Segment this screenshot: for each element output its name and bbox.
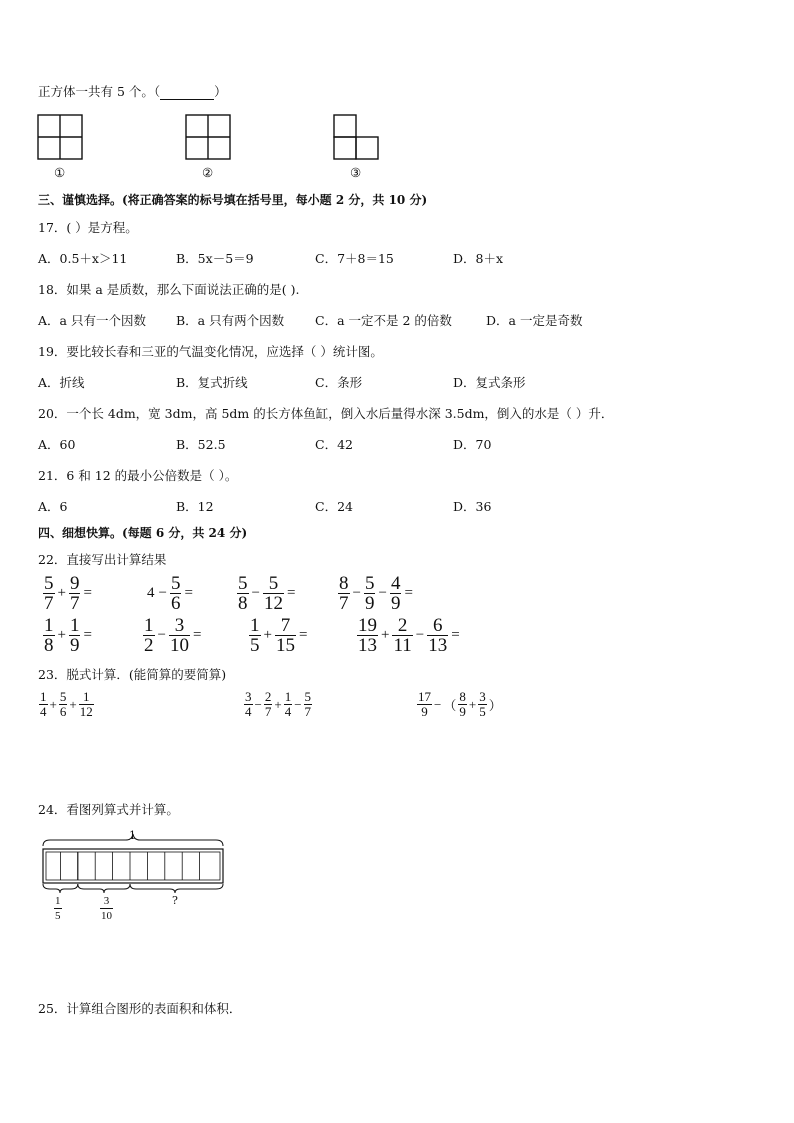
q24-unknown-label: ? — [172, 894, 178, 907]
math-operator: − — [157, 627, 166, 643]
section-4-heading: 四、细想快算。(每题 6 分，共 24 分) — [38, 526, 248, 540]
q16-tail: 正方体一共有 5 个。（ ） — [38, 84, 227, 99]
numerator: 3 — [174, 615, 185, 636]
fraction — [69, 616, 81, 655]
q23-stem: 23．脱式计算．(能简算的要简算) — [38, 667, 227, 682]
numerator: 8 — [459, 689, 466, 704]
denominator: 7 — [264, 704, 272, 719]
fraction — [100, 894, 113, 923]
numerator: 3 — [103, 895, 110, 907]
numerator: 3 — [479, 689, 486, 704]
fraction — [364, 574, 376, 613]
fraction — [390, 574, 402, 613]
q23-expr-2 — [243, 690, 313, 719]
fraction — [357, 616, 378, 655]
math-operator: = — [184, 585, 193, 601]
math-operator: − — [294, 696, 302, 712]
math-operator: = — [451, 627, 460, 643]
numerator: 1 — [55, 895, 61, 907]
q21-option-b[interactable]: B．12 — [176, 499, 214, 514]
denominator: 8 — [44, 635, 54, 656]
math-operator: = — [192, 627, 202, 643]
q24-stem: 24．看图列算式并计算。 — [38, 802, 179, 817]
math-operator: − — [434, 696, 442, 712]
q22-expr-2 — [145, 574, 195, 613]
q19-option-b[interactable]: B．复式折线 — [176, 375, 248, 390]
fraction — [249, 616, 261, 655]
math-operator: 4 — [147, 585, 155, 601]
math-operator: （ — [443, 698, 457, 713]
denominator: 4 — [40, 704, 47, 719]
q22-expr-1 — [42, 574, 94, 613]
fraction — [284, 690, 293, 719]
q17-option-b[interactable]: B．5x－5＝9 — [176, 251, 254, 266]
figure-2-squares — [185, 114, 233, 162]
denominator: 6 — [59, 704, 67, 719]
denominator: 8 — [238, 593, 248, 614]
denominator: 9 — [459, 704, 466, 719]
numerator: 5 — [238, 573, 248, 594]
fraction — [79, 690, 94, 719]
math-operator: − — [254, 696, 262, 712]
fraction — [275, 616, 296, 655]
section-3-heading: 三、谨慎选择。(将正确答案的标号填在括号里，每小题 2 分，共 10 分) — [38, 193, 428, 207]
fraction — [478, 690, 487, 719]
math-operator: − — [378, 585, 387, 601]
denominator: 13 — [428, 635, 448, 656]
numerator: 2 — [397, 615, 408, 636]
denominator: 15 — [275, 635, 295, 656]
q20-stem: 20．一个长 4dm，宽 3dm，高 5dm 的长方体鱼缸，倒入水后量得水深 3.5dm，倒入的水是（ ）升． — [38, 406, 614, 421]
q21-option-c[interactable]: C．24 — [315, 499, 353, 514]
denominator: 5 — [55, 910, 61, 922]
q17-option-c[interactable]: C．7＋8＝15 — [315, 251, 394, 266]
q22-expr-6 — [142, 616, 203, 655]
q21-option-d[interactable]: D．36 — [453, 499, 492, 514]
math-operator: − — [415, 627, 425, 643]
numerator: 1 — [284, 689, 292, 704]
q22-expr-4 — [337, 574, 415, 613]
fraction — [237, 574, 249, 613]
numerator: 7 — [280, 615, 291, 636]
denominator: 6 — [170, 593, 181, 614]
numerator: 5 — [59, 689, 67, 704]
q20-option-b[interactable]: B．52.5 — [176, 437, 226, 452]
math-operator: ） — [488, 698, 502, 713]
math-operator: = — [286, 585, 296, 601]
q18-option-c[interactable]: C．a 一定不是 2 的倍数 — [315, 313, 452, 328]
numerator: 2 — [264, 689, 272, 704]
numerator: 9 — [69, 573, 80, 594]
fraction — [417, 690, 432, 719]
q24-fraction-1 — [53, 894, 63, 923]
q18-option-d[interactable]: D．a 一定是奇数 — [486, 313, 583, 328]
figure-1-squares — [37, 114, 85, 162]
fraction — [264, 690, 273, 719]
q17-stem: 17．( ）是方程。 — [38, 220, 138, 235]
numerator: 6 — [432, 615, 443, 636]
q24-total-label: 1 — [129, 829, 136, 842]
math-operator: + — [57, 585, 66, 601]
math-operator: + — [49, 696, 57, 712]
denominator: 9 — [364, 593, 375, 614]
denominator: 9 — [69, 635, 80, 656]
math-operator: = — [404, 585, 413, 601]
math-operator: + — [381, 627, 390, 643]
math-operator: + — [57, 627, 66, 643]
numerator: 5 — [170, 573, 181, 594]
q19-option-d[interactable]: D．复式条形 — [453, 375, 526, 390]
fraction — [69, 574, 81, 613]
numerator: 1 — [44, 615, 54, 636]
fraction — [169, 616, 190, 655]
fraction — [338, 574, 350, 613]
denominator: 4 — [284, 704, 292, 719]
math-operator: + — [468, 696, 477, 712]
math-operator: + — [69, 696, 77, 712]
denominator: 9 — [421, 704, 428, 719]
numerator: 5 — [364, 573, 375, 594]
fraction — [143, 616, 155, 655]
denominator: 9 — [390, 593, 401, 614]
q19-option-a[interactable]: A．折线 — [38, 375, 85, 390]
numerator: 8 — [339, 573, 349, 594]
denominator: 12 — [263, 593, 283, 614]
fraction — [59, 690, 68, 719]
figure-label-3: ③ — [350, 165, 362, 180]
denominator: 7 — [69, 593, 80, 614]
q19-option-c[interactable]: C．条形 — [315, 375, 363, 390]
q18-option-b[interactable]: B．a 只有两个因数 — [176, 313, 285, 328]
denominator: 13 — [358, 635, 377, 656]
fraction — [244, 690, 253, 719]
fraction — [263, 574, 284, 613]
figure-3-squares — [333, 114, 383, 162]
denominator: 10 — [169, 635, 189, 656]
math-operator: = — [83, 627, 92, 643]
q21-option-a[interactable]: A．6 — [38, 499, 68, 514]
fraction — [43, 616, 55, 655]
math-operator: = — [83, 585, 92, 601]
fraction — [304, 690, 313, 719]
numerator: 5 — [268, 573, 279, 594]
q20-option-d[interactable]: D．70 — [453, 437, 492, 452]
q24-bar-diagram — [38, 826, 238, 926]
figure-label-1: ① — [54, 165, 66, 180]
numerator: 1 — [40, 689, 47, 704]
fraction — [170, 574, 182, 613]
q20-option-a[interactable]: A．60 — [38, 437, 76, 452]
fraction — [458, 690, 467, 719]
math-operator: − — [251, 585, 260, 601]
denominator: 5 — [479, 704, 486, 719]
q23-expr-1 — [38, 690, 95, 719]
denominator: 10 — [101, 910, 112, 922]
numerator: 5 — [304, 689, 312, 704]
fraction — [39, 690, 48, 719]
numerator: 1 — [69, 615, 80, 636]
numerator: 4 — [390, 573, 401, 594]
q17-option-d[interactable]: D．8＋x — [453, 251, 504, 266]
q22-expr-5 — [42, 616, 94, 655]
q22-stem: 22．直接写出计算结果 — [38, 552, 167, 567]
math-operator: − — [158, 585, 167, 601]
numerator: 17 — [418, 689, 431, 704]
q17-option-a[interactable]: A．0.5＋x＞11 — [38, 251, 128, 266]
numerator: 3 — [245, 689, 252, 704]
math-operator: + — [274, 696, 282, 712]
q23-expr-3 — [416, 690, 503, 719]
denominator: 7 — [304, 704, 312, 719]
q24-fraction-2 — [99, 894, 114, 923]
math-operator: = — [298, 627, 308, 643]
denominator: 4 — [245, 704, 252, 719]
numerator: 5 — [44, 573, 54, 594]
math-operator: − — [352, 585, 361, 601]
denominator: 12 — [79, 704, 93, 719]
denominator: 5 — [250, 635, 260, 656]
numerator: 1 — [144, 615, 154, 636]
q18-option-a[interactable]: A．a 只有一个因数 — [38, 313, 146, 328]
q25-stem: 25．计算组合图形的表面积和体积． — [38, 1001, 242, 1016]
denominator: 2 — [144, 635, 154, 656]
fraction — [427, 616, 448, 655]
q18-stem: 18．如果 a 是质数，那么下面说法正确的是( ). — [38, 282, 300, 297]
q22-expr-3 — [236, 574, 297, 613]
fraction — [54, 894, 62, 923]
numerator: 1 — [82, 689, 90, 704]
math-operator: + — [263, 627, 272, 643]
q20-option-c[interactable]: C．42 — [315, 437, 353, 452]
q22-expr-7 — [248, 616, 309, 655]
answer-blank[interactable] — [160, 87, 214, 100]
fraction — [43, 574, 55, 613]
denominator: 11 — [393, 635, 412, 656]
fraction — [392, 616, 412, 655]
denominator: 7 — [339, 593, 349, 614]
numerator: 19 — [358, 615, 377, 636]
denominator: 7 — [44, 593, 54, 614]
numerator: 1 — [250, 615, 260, 636]
figure-label-2: ② — [202, 165, 214, 180]
q22-expr-8 — [356, 616, 462, 655]
q19-stem: 19．要比较长春和三亚的气温变化情况，应选择（ ）统计图。 — [38, 344, 383, 359]
q21-stem: 21．6 和 12 的最小公倍数是（ ）。 — [38, 468, 238, 483]
